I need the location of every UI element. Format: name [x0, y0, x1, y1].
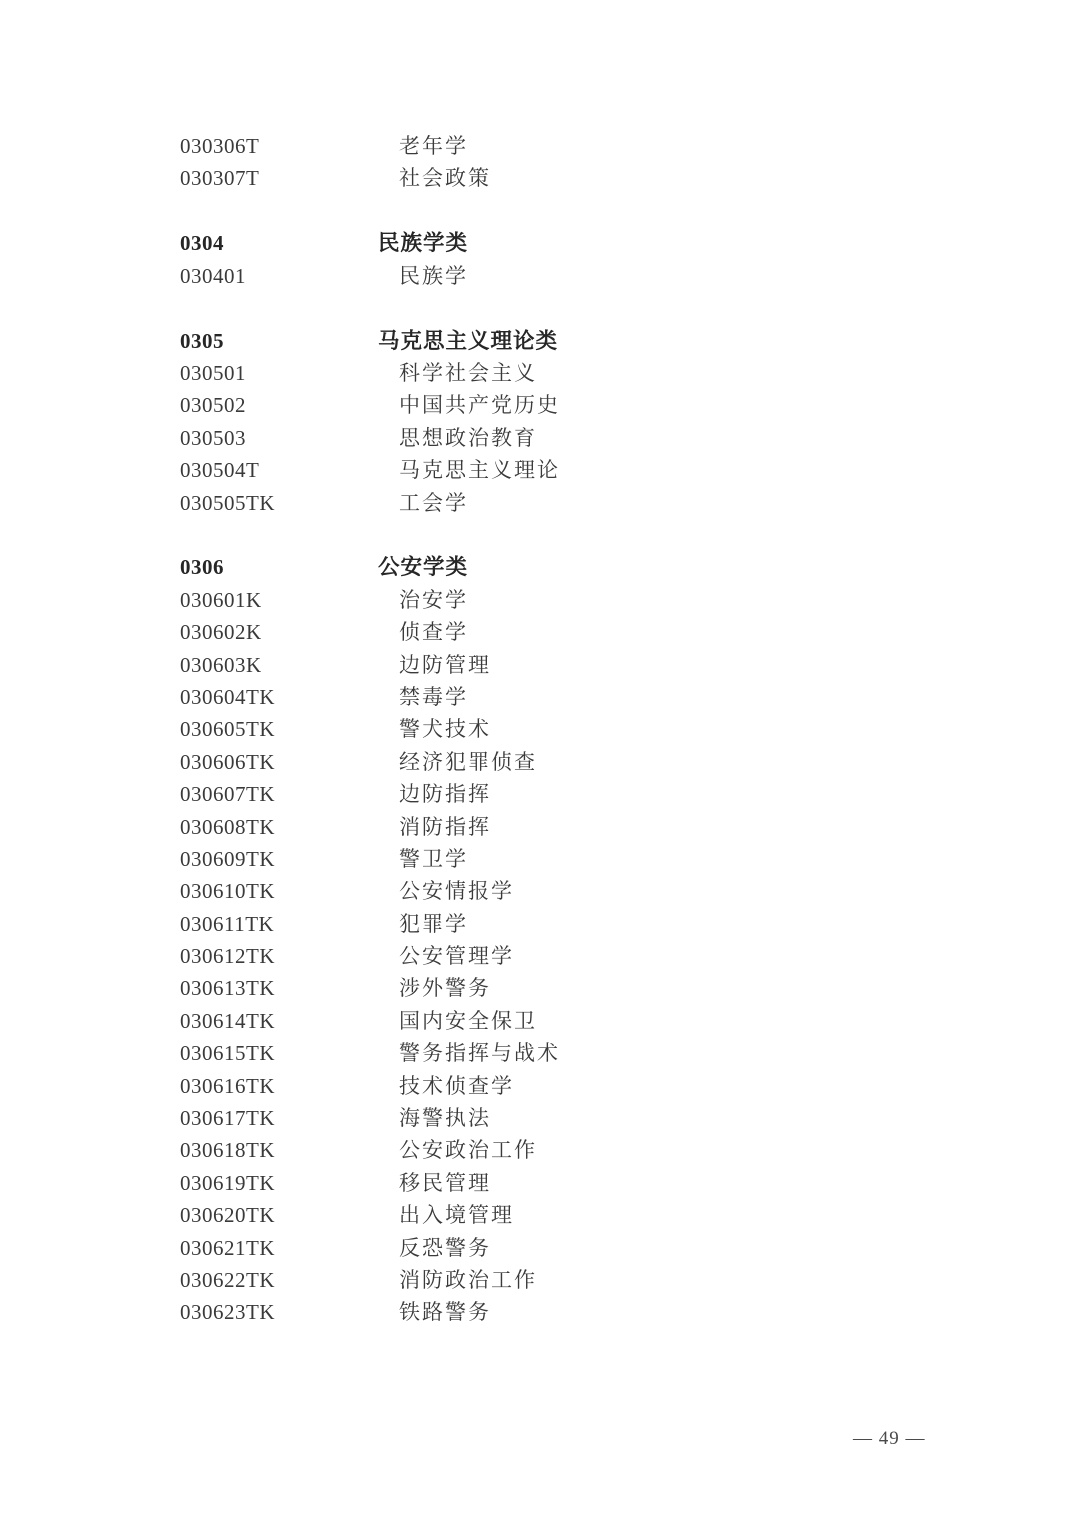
major-row [180, 1134, 1020, 1166]
category-code: 0304 [180, 231, 224, 256]
major-row [180, 454, 1020, 486]
major-row [180, 162, 1020, 194]
category-name: 公安学类 [378, 555, 469, 580]
major-row [180, 875, 1020, 907]
major-row [180, 584, 1020, 616]
major-code: 030606TK [180, 749, 275, 774]
major-name: 治安学 [399, 587, 468, 612]
major-name: 边防管理 [399, 652, 491, 677]
major-row [180, 681, 1020, 713]
major-code: 030619TK [180, 1170, 275, 1195]
major-row [180, 908, 1020, 940]
major-name: 社会政策 [399, 166, 491, 191]
major-code: 030613TK [180, 976, 275, 1001]
major-list [180, 130, 1020, 1329]
page-number: — 49 — [853, 1428, 926, 1449]
major-row [180, 778, 1020, 810]
major-code: 030605TK [180, 717, 275, 742]
major-name: 禁毒学 [399, 684, 468, 709]
major-row [180, 130, 1020, 162]
major-name: 国内安全保卫 [399, 1008, 537, 1033]
major-code: 030501 [180, 360, 246, 385]
major-code: 030603K [180, 652, 262, 677]
major-row [180, 1264, 1020, 1296]
major-code: 030612TK [180, 944, 275, 969]
major-category-section [180, 227, 1020, 292]
major-name: 技术侦查学 [399, 1073, 514, 1098]
category-name: 马克思主义理论类 [378, 328, 559, 353]
major-name: 思想政治教育 [399, 425, 537, 450]
category-row [180, 551, 1020, 583]
major-name: 公安管理学 [399, 944, 514, 969]
major-code: 030601K [180, 587, 262, 612]
major-row [180, 1296, 1020, 1328]
major-code: 030503 [180, 425, 246, 450]
major-row [180, 1199, 1020, 1231]
major-code: 030609TK [180, 846, 275, 871]
major-name: 马克思主义理论 [399, 458, 560, 483]
major-code: 030608TK [180, 814, 275, 839]
category-name: 民族学类 [378, 231, 469, 256]
major-code: 030307T [180, 166, 260, 191]
major-name: 警犬技术 [399, 717, 491, 742]
category-row [180, 325, 1020, 357]
page-footer [830, 1406, 926, 1472]
major-code: 030622TK [180, 1268, 275, 1292]
major-category-section [180, 551, 1020, 1328]
major-name: 警卫学 [399, 846, 468, 871]
major-code: 030623TK [180, 1300, 275, 1325]
major-name: 警务指挥与战术 [399, 1041, 560, 1066]
category-code: 0306 [180, 555, 224, 580]
major-row [180, 487, 1020, 519]
major-code: 030607TK [180, 782, 275, 807]
major-name: 海警执法 [399, 1106, 491, 1131]
major-code: 030306T [180, 134, 260, 158]
major-code: 030604TK [180, 684, 275, 709]
major-row [180, 811, 1020, 843]
major-row [180, 1167, 1020, 1199]
major-row [180, 746, 1020, 778]
major-code: 030616TK [180, 1073, 275, 1098]
major-code: 030602K [180, 620, 262, 645]
major-name: 公安政治工作 [399, 1138, 537, 1163]
major-row [180, 940, 1020, 972]
major-category-section [180, 130, 1020, 195]
major-row [180, 1232, 1020, 1264]
major-code: 030620TK [180, 1203, 275, 1228]
major-row [180, 649, 1020, 681]
major-code: 030401 [180, 263, 246, 288]
major-code: 030505TK [180, 490, 275, 515]
major-row [180, 972, 1020, 1004]
major-name: 边防指挥 [399, 782, 491, 807]
major-row [180, 422, 1020, 454]
major-name: 经济犯罪侦查 [399, 749, 537, 774]
major-name: 出入境管理 [399, 1203, 514, 1228]
major-name: 工会学 [399, 490, 468, 515]
major-name: 中国共产党历史 [399, 393, 560, 418]
major-name: 涉外警务 [399, 976, 491, 1001]
major-name: 老年学 [399, 134, 468, 158]
major-code: 030617TK [180, 1106, 275, 1131]
major-code: 030611TK [180, 911, 275, 936]
category-code: 0305 [180, 328, 224, 353]
major-row [180, 713, 1020, 745]
major-code: 030615TK [180, 1041, 275, 1066]
major-name: 科学社会主义 [399, 360, 537, 385]
major-name: 公安情报学 [399, 879, 514, 904]
major-code: 030610TK [180, 879, 275, 904]
major-name: 侦查学 [399, 620, 468, 645]
major-name: 民族学 [399, 263, 468, 288]
major-row [180, 260, 1020, 292]
major-row [180, 1102, 1020, 1134]
major-row [180, 1037, 1020, 1069]
major-code: 030621TK [180, 1235, 275, 1260]
major-name: 犯罪学 [399, 911, 468, 936]
major-code: 030502 [180, 393, 246, 418]
major-row [180, 616, 1020, 648]
major-name: 移民管理 [399, 1170, 491, 1195]
major-code: 030614TK [180, 1008, 275, 1033]
major-row [180, 843, 1020, 875]
major-name: 铁路警务 [399, 1300, 491, 1325]
major-name: 消防政治工作 [399, 1268, 537, 1292]
major-row [180, 1070, 1020, 1102]
major-name: 反恐警务 [399, 1235, 491, 1260]
major-code: 030618TK [180, 1138, 275, 1163]
category-row [180, 227, 1020, 259]
major-category-section [180, 325, 1020, 519]
major-name: 消防指挥 [399, 814, 491, 839]
major-row [180, 357, 1020, 389]
major-code: 030504T [180, 458, 260, 483]
major-row [180, 389, 1020, 421]
major-row [180, 1005, 1020, 1037]
